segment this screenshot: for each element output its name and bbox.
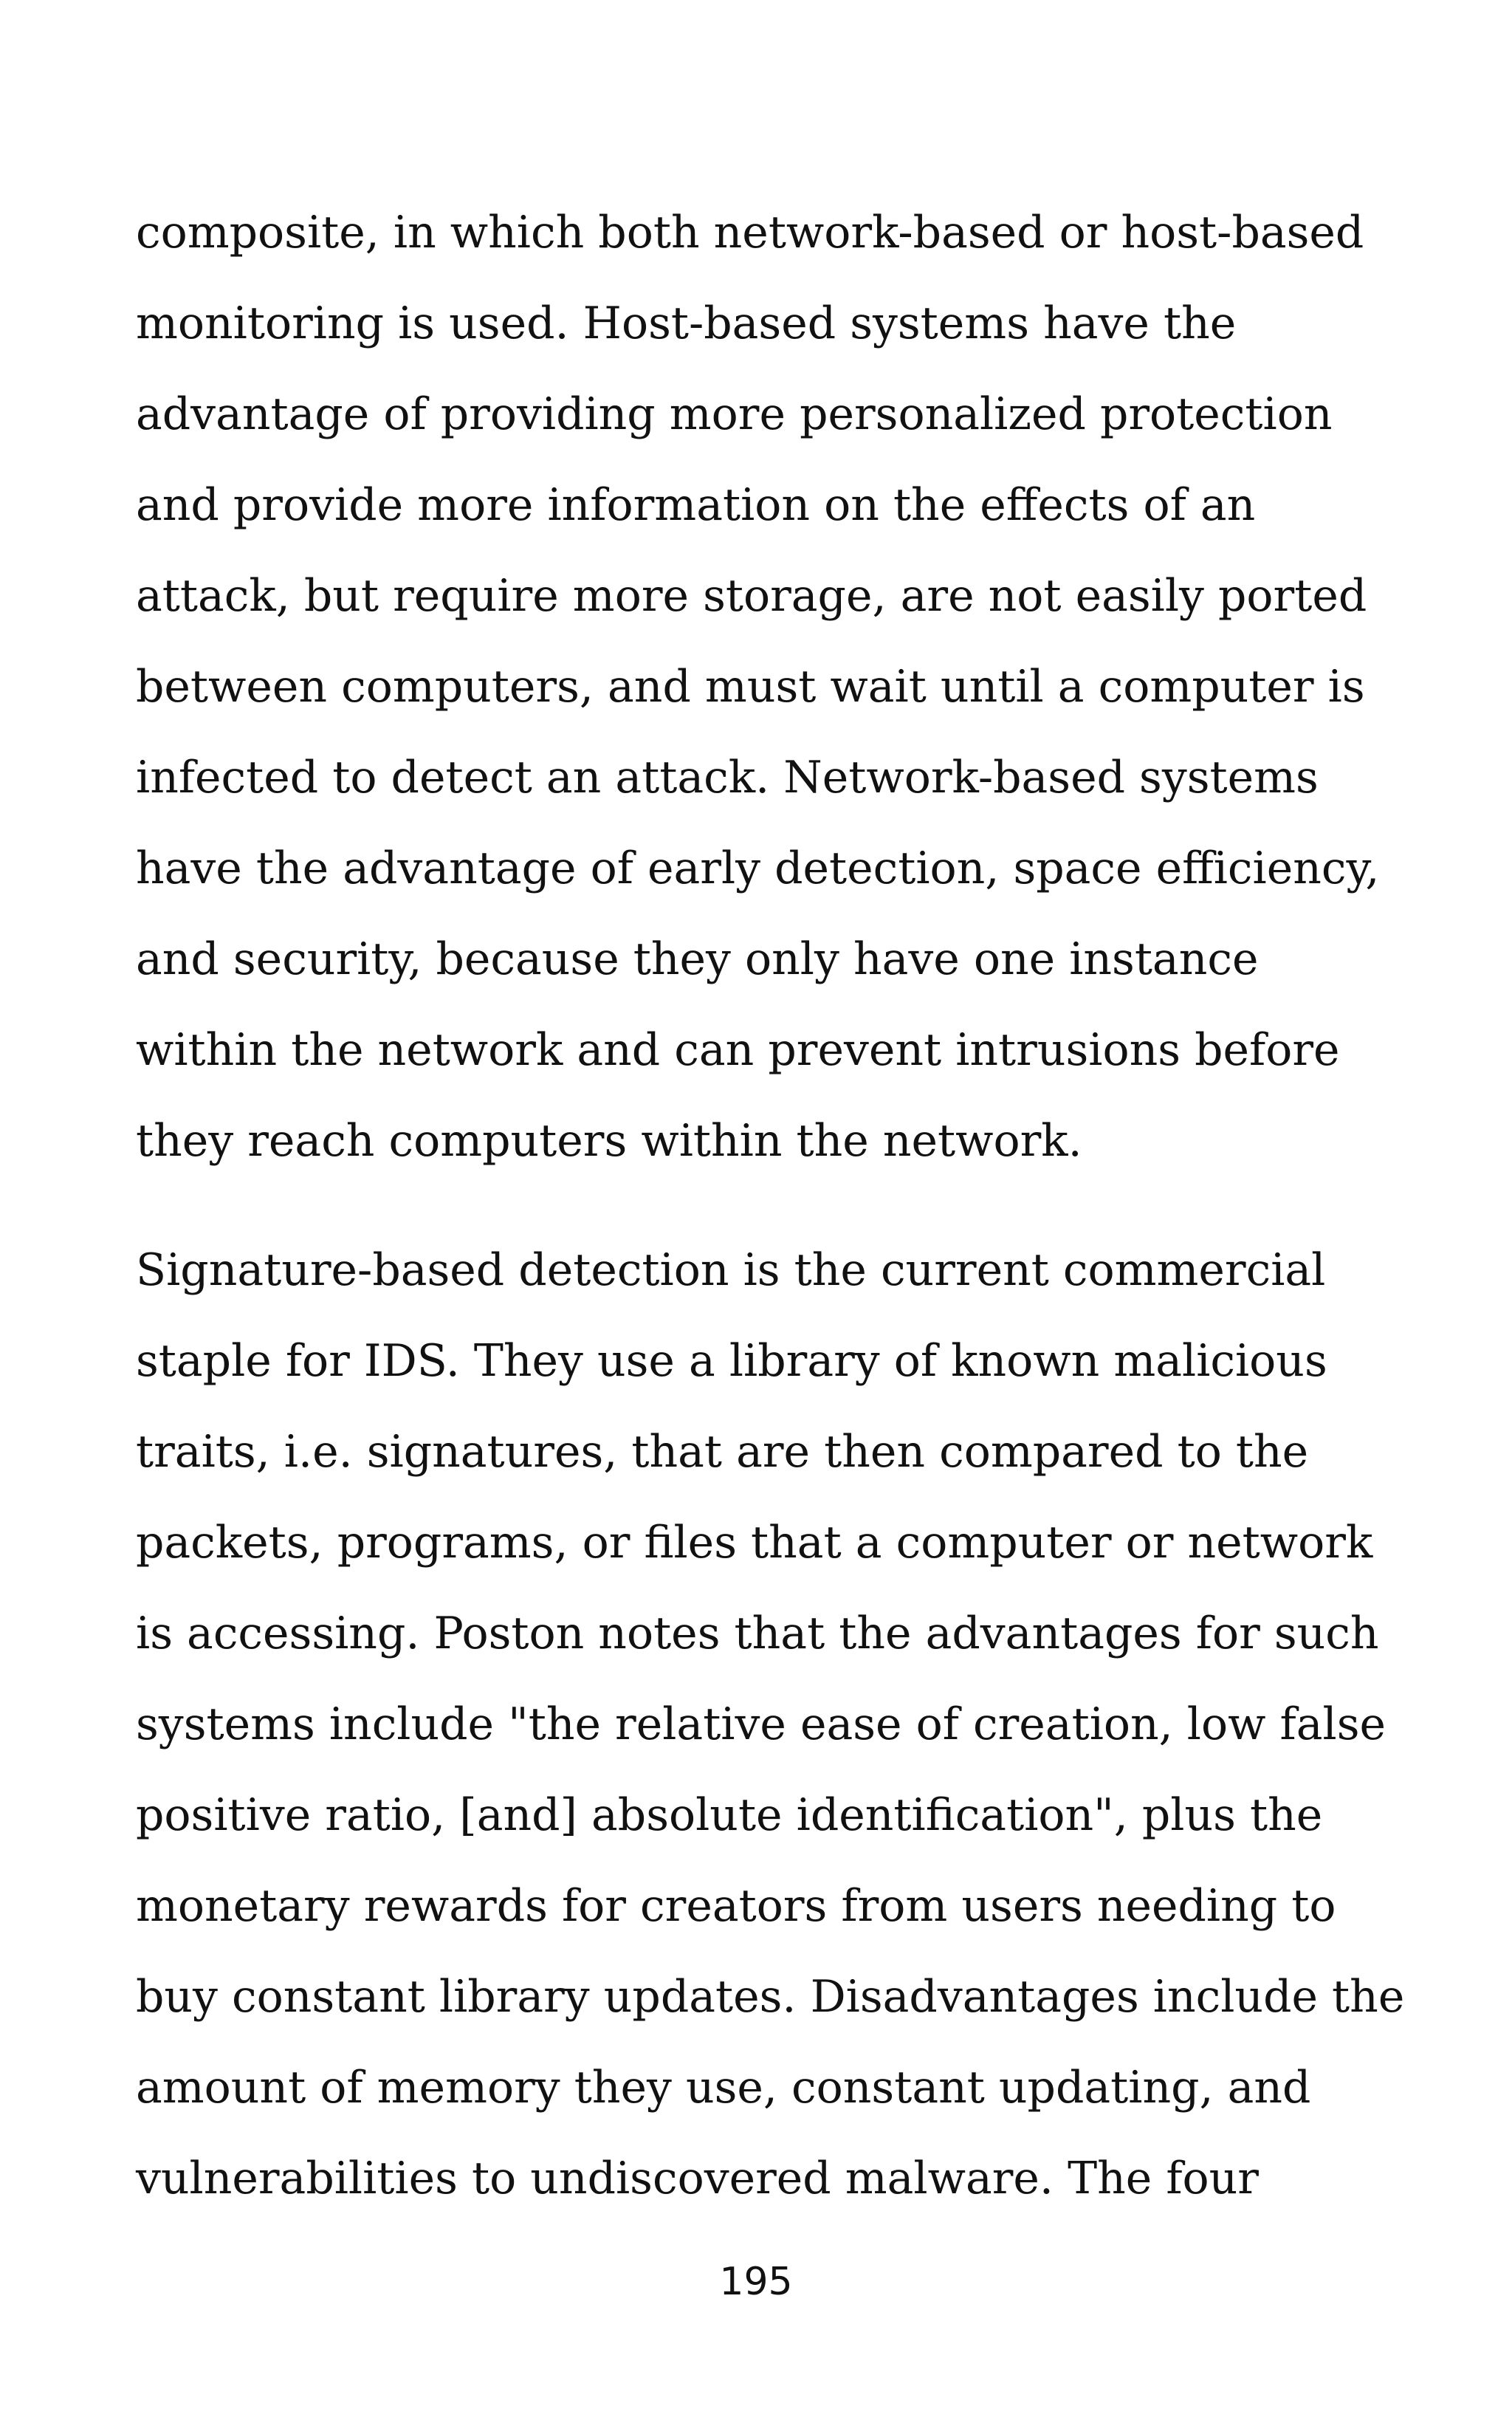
- text-line: amount of memory they use, constant updating, and: [136, 2062, 1311, 2114]
- text-line: monetary rewards for creators from users needing to: [136, 1880, 1336, 1932]
- text-line: within the network and can prevent intrusions before: [136, 1024, 1340, 1076]
- text-line: and provide more information on the effects of an: [136, 479, 1256, 531]
- text-line: infected to detect an attack. Network-based systems: [136, 752, 1319, 803]
- text-line: packets, programs, or files that a computer or network: [136, 1517, 1373, 1569]
- text-line: vulnerabilities to undiscovered malware. The four: [136, 2153, 1259, 2204]
- text-line: positive ratio, [and] absolute identification", plus the: [136, 1789, 1323, 1841]
- text-line: between computers, and must wait until a computer is: [136, 661, 1365, 713]
- text-line: monitoring is used. Host-based systems have the: [136, 298, 1237, 349]
- text-line: attack, but require more storage, are not easily ported: [136, 570, 1367, 622]
- text-line: they reach computers within the network.: [136, 1115, 1082, 1167]
- paragraph-hids-nids-comparison: [136, 188, 1391, 1187]
- text-line: traits, i.e. signatures, that are then compared to the: [136, 1426, 1309, 1478]
- text-line: systems include "the relative ease of creation, low false: [136, 1699, 1386, 1750]
- text-line: buy constant library updates. Disadvantages include the: [136, 1971, 1405, 2023]
- paragraph-signature-detection: [136, 1225, 1405, 2224]
- text-line: advantage of providing more personalized protection: [136, 388, 1333, 440]
- text-line: have the advantage of early detection, space efficiency,: [136, 843, 1380, 894]
- text-line: and security, because they only have one instance: [136, 933, 1259, 985]
- text-line: is accessing. Poston notes that the advantages for such: [136, 1608, 1379, 1659]
- page-number: 195: [719, 2260, 793, 2304]
- text-line: Signature-based detection is the current commercial: [136, 1244, 1326, 1296]
- text-line: staple for IDS. They use a library of known malicious: [136, 1335, 1327, 1387]
- text-line: composite, in which both network-based or host-based: [136, 207, 1364, 258]
